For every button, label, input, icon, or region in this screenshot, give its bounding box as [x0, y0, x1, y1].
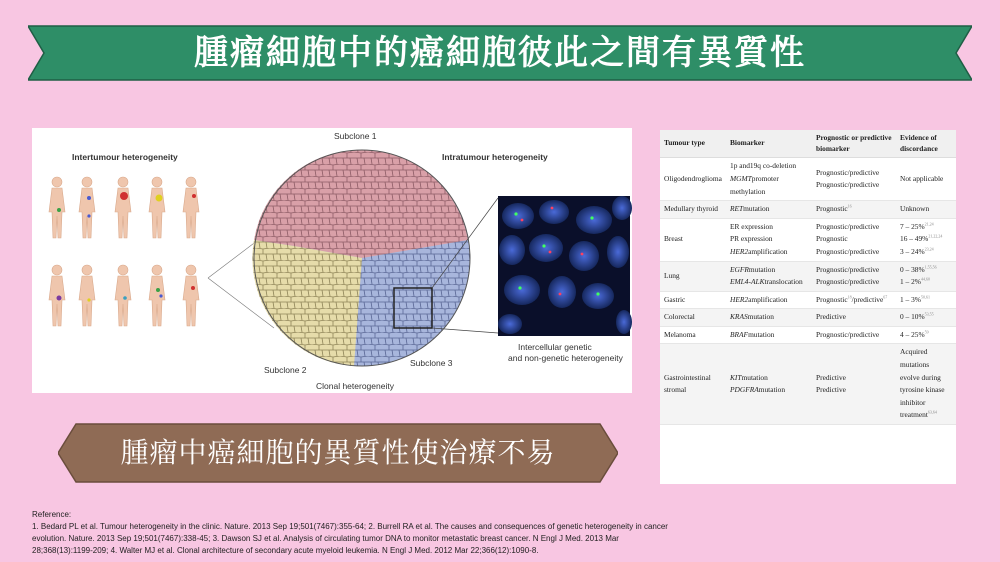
cell-prognostic: Predictive: [812, 309, 896, 327]
subtitle-text: 腫瘤中癌細胞的異質性使治療不易: [120, 436, 556, 469]
title-banner: [28, 22, 972, 84]
gene-name: KIT: [730, 372, 742, 382]
reference-line: 28;368(13):1199-209; 4. Walter MJ et al. Clonal architecture of secondary acute myeloid leukemia. N Engl J Med. 2012 Mar 22;366(12):1090-8.: [32, 546, 539, 555]
clonal-label: Clonal heterogeneity: [316, 381, 394, 391]
cell-text: 4 – 25%: [900, 329, 925, 339]
cell-prognostic: [812, 218, 896, 261]
cell-text: treatment: [900, 410, 928, 420]
cell-text: stromal: [664, 385, 687, 395]
table-row: [660, 291, 956, 309]
cell-biomarker: [726, 261, 812, 291]
non-genetic-label: and non-genetic heterogeneity: [508, 353, 623, 363]
cell-discordance: 0 – 10%$^{53,55}$: [896, 309, 956, 327]
gene-name: EGFR: [730, 264, 749, 274]
cell-text: 3 – 24%: [900, 246, 925, 256]
cell-text: 0 – 38%: [900, 264, 925, 274]
table-row: [660, 326, 956, 344]
table-row: [660, 218, 956, 261]
table-row: [660, 344, 956, 424]
cell-text: mutation: [758, 385, 786, 395]
cell-biomarker: [726, 291, 812, 309]
cell-prognostic: [812, 344, 896, 424]
header-prognostic: Prognostic or predictive biomarker: [812, 130, 896, 158]
cell-text: Prognostic: [816, 204, 848, 214]
cell-tumour-type: Melanoma: [660, 326, 726, 344]
tumour-circle: [252, 150, 470, 366]
header-biomarker: Biomarker: [726, 130, 812, 158]
cell-tumour-type: Oligodendroglioma: [660, 158, 726, 201]
cell-text: Prognostic/predictive: [816, 180, 880, 190]
subclone2-label: Subclone 2: [264, 365, 307, 375]
cell-text: mutation: [741, 372, 768, 382]
microscopy-inset: [498, 196, 632, 336]
cell-discordance: 1 – 3%$^{50,61}$: [896, 291, 956, 309]
cell-biomarker: [726, 218, 812, 261]
cell-tumour-type: Breast: [660, 218, 726, 261]
cell-text: Prognostic: [816, 234, 848, 244]
intratumour-label: Intratumour heterogeneity: [442, 152, 548, 162]
cell-prognostic: Prognostic$^{18}$/predictive$^{67}$: [812, 291, 896, 309]
table-row: [660, 261, 956, 291]
subclone3-label: Subclone 3: [410, 358, 453, 368]
cell-biomarker: [726, 309, 812, 327]
cell-biomarker: [726, 344, 812, 424]
gene-name: RET: [730, 204, 744, 214]
cell-prognostic: Prognostic/predictive: [812, 326, 896, 344]
cell-text: tyrosine kinase: [900, 385, 945, 395]
cell-text: ER expression: [730, 221, 773, 231]
cell-biomarker: [726, 326, 812, 344]
cell-text: Prognostic/predictive: [816, 221, 880, 231]
cell-text: promoter: [751, 174, 779, 184]
cell-text: Prognostic/predictive: [816, 264, 880, 274]
biomarker-table: [660, 130, 956, 484]
cell-text: mutation: [747, 312, 774, 322]
cell-text: mutation: [743, 204, 770, 214]
gene-name: HER2: [730, 294, 749, 304]
cell-discordance: 4 – 25%$^{59}$: [896, 326, 956, 344]
cell-discordance: Not applicable: [896, 158, 956, 201]
cell-tumour-type: Gastric: [660, 291, 726, 309]
header-tumour-type: Tumour type: [660, 130, 726, 158]
cell-text: amplification: [748, 246, 788, 256]
table-row: [660, 309, 956, 327]
cell-text: 1p and19q co-deletion: [730, 161, 797, 171]
cell-text: mutations: [900, 359, 930, 369]
cell-text: amplification: [748, 294, 788, 304]
cell-text: Prognostic/predictive: [816, 277, 880, 287]
cell-text: inhibitor: [900, 397, 926, 407]
heterogeneity-figure: [32, 128, 632, 393]
cell-text: Acquired: [900, 347, 928, 357]
references: [32, 509, 792, 557]
reference-line: 1. Bedard PL et al. Tumour heterogeneity in the clinic. Nature. 2013 Sep 19;501(7467):355-64; 2. Burrell RA et al. The causes and consequences of genetic heterogeneity in cancer: [32, 522, 668, 531]
table-row: [660, 158, 956, 201]
intertumour-label: Intertumour heterogeneity: [72, 152, 178, 162]
table-row: [660, 201, 956, 219]
gene-name: HER2: [730, 246, 749, 256]
cell-discordance: 7 – 25%$^{21,24}$ 16 – 49%$^{21,22,24}$ 3 – 24%$^{23,24}$: [896, 218, 956, 261]
cell-discordance: Acquired mutations evolve during tyrosine kinase inhibitor treatment$^{63,64}$: [896, 344, 956, 424]
cell-discordance: Unknown: [896, 201, 956, 219]
intercellular-label: Intercellular genetic: [518, 342, 592, 352]
cell-text: Predictive: [816, 385, 846, 395]
reference-line: evolution. Nature. 2013 Sep 19;501(7467):338-45; 3. Dawson SJ et al. Analysis of circulating tumor DNA to monitor metastatic breast cancer. N Engl J Med. 2013 Mar: [32, 534, 619, 543]
gene-name: BRAF: [730, 329, 749, 339]
cell-text: Prognostic/predictive: [816, 167, 880, 177]
subtitle-banner: [58, 420, 618, 486]
cell-text: 7 – 25%: [900, 221, 925, 231]
cell-prognostic: Prognostic$^{16}$: [812, 201, 896, 219]
cell-text: mutation: [748, 264, 776, 274]
cell-text: 0 – 10%: [900, 312, 925, 322]
subclone1-label: Subclone 1: [334, 131, 377, 141]
cell-tumour-type: Colorectal: [660, 309, 726, 327]
cell-text: methylation: [730, 186, 766, 196]
cell-prognostic: [812, 158, 896, 201]
cell-tumour-type: Lung: [660, 261, 726, 291]
cell-text: /predictive: [851, 294, 884, 304]
gene-name: PDGFRA: [730, 385, 759, 395]
header-discordance: Evidence of discordance: [896, 130, 956, 158]
cell-discordance: 0 – 38%$^{1,55,56}$ 1 – 2%$^{44,60}$: [896, 261, 956, 291]
cell-text: PR expression: [730, 234, 773, 244]
cell-text: 1 – 3%: [900, 294, 921, 304]
cell-text: evolve during: [900, 372, 941, 382]
cell-text: Prognostic/predictive: [816, 246, 880, 256]
references-heading: Reference:: [32, 510, 72, 519]
gene-name: KRAS: [730, 312, 748, 322]
cell-prognostic: [812, 261, 896, 291]
cell-text: Predictive: [816, 372, 846, 382]
cell-biomarker: [726, 158, 812, 201]
cell-text: Gastrointestinal: [664, 372, 711, 382]
table-header-row: [660, 130, 956, 158]
cell-tumour-type: [660, 344, 726, 424]
cell-text: Prognostic: [816, 294, 848, 304]
cell-text: mutation: [748, 329, 775, 339]
cell-tumour-type: Medullary thyroid: [660, 201, 726, 219]
page-title: 腫瘤細胞中的癌細胞彼此之間有異質性: [194, 33, 806, 73]
cell-text: 16 – 49%: [900, 234, 929, 244]
cell-text: translocation: [764, 277, 803, 287]
gene-name: MGMT: [730, 174, 752, 184]
gene-name: EML4-ALK: [730, 277, 765, 287]
cell-text: 1 – 2%: [900, 277, 921, 287]
cell-biomarker: [726, 201, 812, 219]
